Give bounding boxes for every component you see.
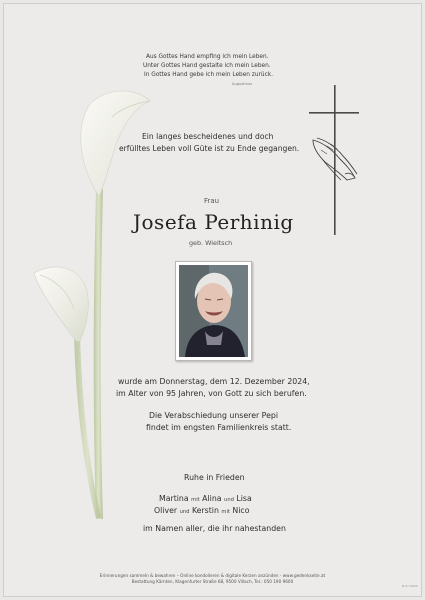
mourner-name: Nico (232, 506, 250, 515)
mourner-connector: mit (191, 497, 200, 503)
announcement-line: wurde am Donnerstag, dem 12. Dezember 2024, (118, 377, 310, 386)
lead-quote-line: Ein langes bescheidenes und doch (142, 132, 274, 141)
deceased-title: Frau (204, 197, 220, 205)
mourner-name: Kerstin (191, 506, 219, 515)
lead-quote-line: erfülltes Leben voll Güte ist zu Ende gegangen. (119, 144, 300, 153)
praying-hands-icon (307, 134, 359, 182)
mourner-name: Lisa (236, 494, 252, 503)
footer-line: Erinnerungen sammeln & bewahren – Online kondolieren & digitale Kerzen anzünden - www.gedenkseite.at (99, 573, 326, 578)
parte-card (3, 3, 422, 597)
deceased-maiden-name: geb. Wieltsch (189, 239, 233, 247)
mourner-name: Alina (202, 494, 222, 503)
mourner-name: Oliver (154, 506, 178, 515)
mourner-connector: und (224, 497, 234, 503)
mourner-name: Martina (159, 494, 189, 503)
footer-code: B-07-9600 (402, 584, 418, 588)
mourner-connector: und (179, 509, 190, 515)
portrait-frame (175, 261, 252, 361)
mourners-line (154, 505, 249, 518)
poem-line: Aus Gottes Hand empfing ich mein Leben. (146, 54, 269, 60)
poem-line: In Gottes Hand gebe ich mein Leben zurück. (144, 72, 273, 78)
portrait-photo (179, 265, 248, 357)
poem-source: Augustinus (232, 82, 253, 86)
farewell-line: Die Verabschiedung unserer Pepi (149, 411, 279, 420)
announcement-line: im Alter von 95 Jahren, von Gott zu sich berufen. (116, 389, 307, 398)
mourner-connector: mit (221, 509, 230, 515)
rest-in-peace: Ruhe in Frieden (184, 473, 245, 482)
poem-line: Unter Gottes Hand gestalte ich mein Leben. (143, 63, 271, 69)
deceased-name: Josefa Perhinig (133, 210, 294, 234)
on-behalf-line: im Namen aller, die ihr nahestanden (143, 524, 286, 533)
farewell-line: findet im engsten Familienkreis statt. (146, 423, 292, 432)
footer-line: Bestattung Kärnten, Klagenfurter Straße 68, 9500 Villach, Tel.: 050 190 9600 (131, 579, 294, 584)
